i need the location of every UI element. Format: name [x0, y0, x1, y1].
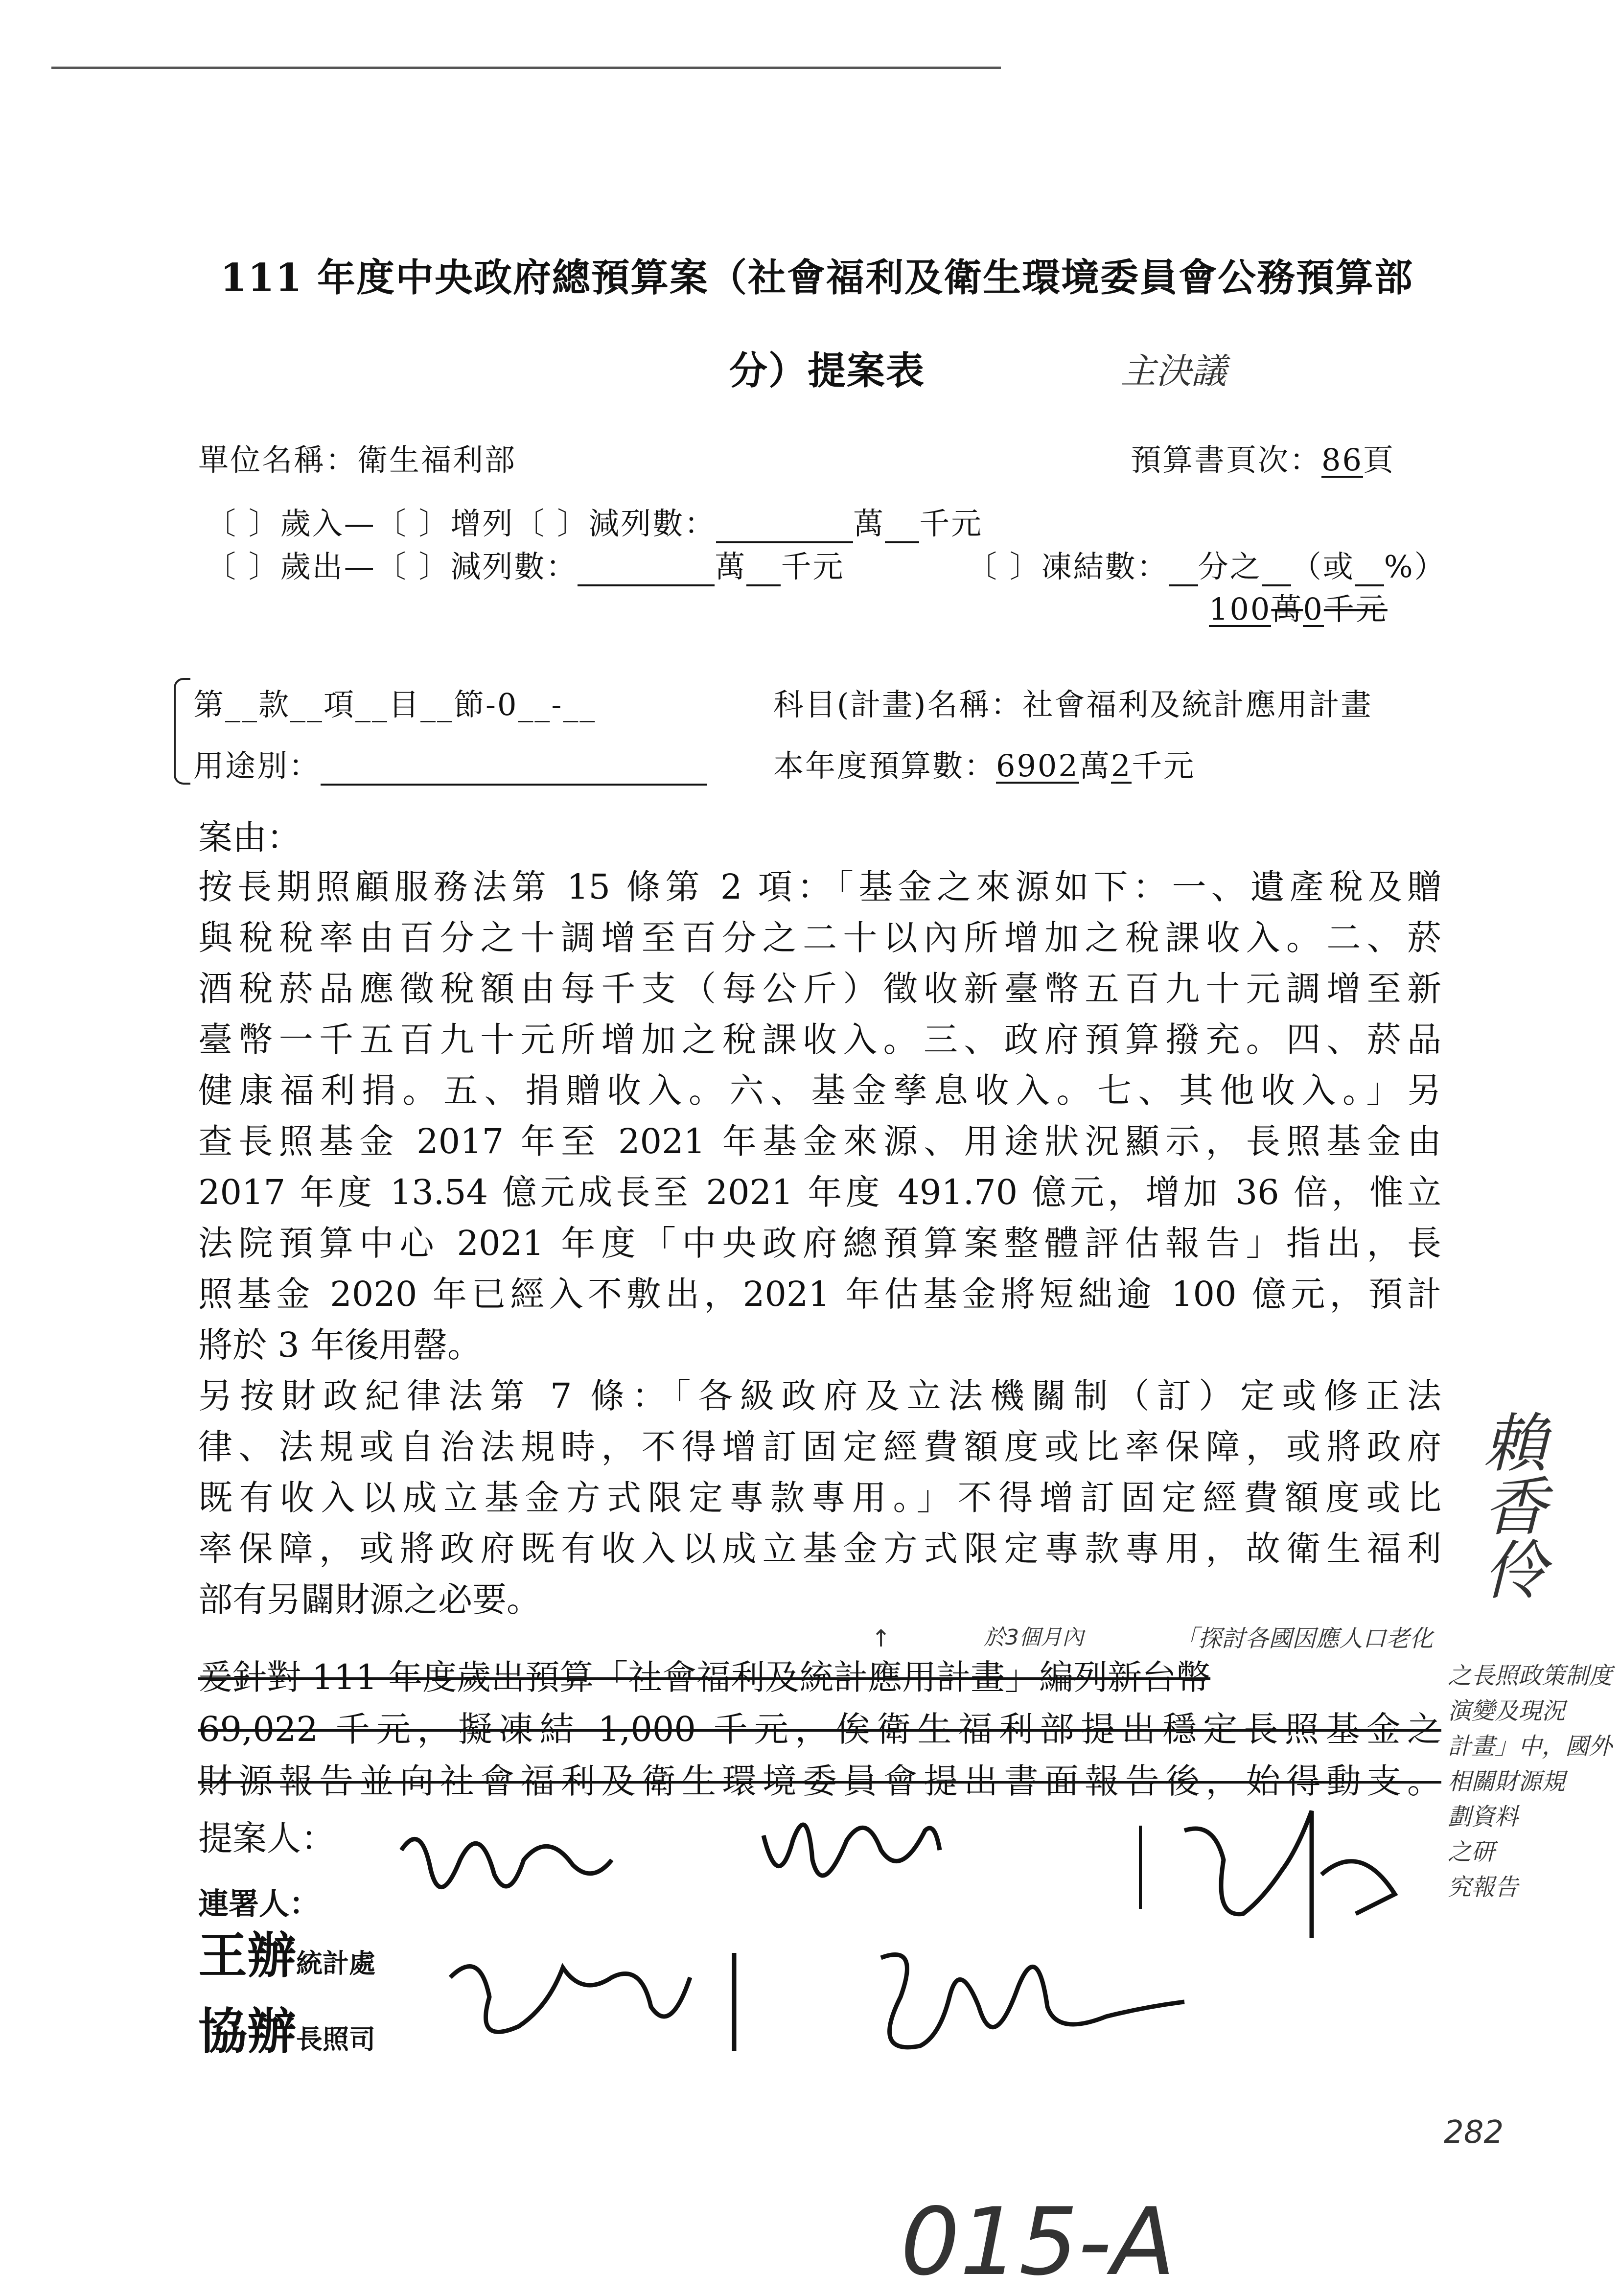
- expense-qian-blank: [746, 549, 781, 586]
- insert-report-line: 「探討各國因應人口老化: [1175, 1625, 1434, 1652]
- unit-name: 單位名稱：衛生福利部: [198, 442, 517, 478]
- reason-line: 照基金 2020 年已經入不敷出，2021 年估基金將短絀逾 100 億元，預計: [198, 1274, 1441, 1314]
- reason-line: 另按財政紀律法第 7 條：「各級政府及立法機關制（訂）定或修正法: [198, 1376, 1441, 1416]
- freeze-or-label: （或: [1291, 549, 1355, 584]
- page-label: 預算書頁次：: [1131, 442, 1322, 478]
- subject-name: 科目(計畫)名稱：社會福利及統計應用計畫: [773, 687, 1373, 722]
- revenue-wan-blank: [716, 506, 853, 543]
- handwritten-signature-1: [392, 1803, 1519, 1943]
- freeze-row: [967, 542, 1446, 586]
- budget-label: 本年度預算數：: [773, 748, 996, 784]
- handwritten-signature-2: [440, 1938, 1224, 2065]
- cosigner-signatures: [440, 1938, 1224, 2067]
- margin-signature: 賴香伶: [1473, 1410, 1547, 1600]
- annual-budget: [773, 742, 1195, 785]
- reason-line: 2017 年度 13.54 億元成長至 2021 年度 491.70 億元，增加 36 倍，惟立: [198, 1172, 1441, 1212]
- freeze-amount-qian: 0: [1303, 591, 1324, 627]
- insert-report-line: 劃資料: [1448, 1803, 1519, 1831]
- revenue-qian-blank: [885, 506, 919, 543]
- reason-line: 與稅稅率由百分之十調增至百分之二十以內所增加之稅課收入。二、菸: [198, 918, 1441, 958]
- handwritten-insert-time: 於3個月內: [984, 1625, 1084, 1650]
- reason-line: 酒稅菸品應徵稅額由每千支（每公斤）徵收新臺幣五百九十元調增至新: [198, 969, 1441, 1009]
- expense-checkboxes: 〔 〕歲出—〔 〕減列數：: [206, 549, 578, 584]
- reason-line: 既有收入以成立基金方式限定專款專用。」不得增訂固定經費額度或比: [198, 1478, 1441, 1518]
- page-suffix: 頁: [1363, 442, 1395, 478]
- freeze-label: 〔 〕凍結數：: [967, 549, 1169, 584]
- wan-label: 萬: [1079, 748, 1111, 784]
- struck-reason-line: 爰針對 111 年度歲出預算「社會福利及統計應用計畫」編列新台幣: [198, 1657, 1211, 1697]
- lead-office-label: 王辦: [198, 1926, 296, 1984]
- insert-report-line: 計畫」中，國外: [1448, 1733, 1613, 1760]
- freeze-percent-blank: [1355, 549, 1384, 586]
- insert-report-line: 之研: [1448, 1838, 1495, 1866]
- reason-line: 按長期照顧服務法第 15 條第 2 項：「基金之來源如下：一、遺產稅及贈: [198, 867, 1441, 907]
- cosigner-label: 連署人：: [198, 1886, 320, 1922]
- insert-report-line: 之長照政策制度: [1448, 1662, 1613, 1690]
- lead-office-unit: 統計處: [296, 1948, 375, 1979]
- section-classification: 第__款__項__目__節-0__-__: [193, 687, 597, 722]
- usage-row: [193, 742, 707, 786]
- freeze-fraction-label: 分之: [1198, 549, 1262, 584]
- proposer-signatures: [392, 1803, 1519, 1945]
- insert-arrow-icon: ↑: [871, 1625, 891, 1652]
- revenue-row: [206, 499, 983, 543]
- reason-line: 將於 3 年後用罄。: [198, 1325, 482, 1365]
- wan-label: 萬: [1271, 591, 1303, 627]
- budget-wan: 6902: [996, 748, 1079, 784]
- proposer-label: 提案人：: [198, 1818, 335, 1858]
- struck-reason-line: 69,022 千元，擬凍結 1,000 千元，俟衛生福利部提出穩定長照基金之: [198, 1709, 1441, 1749]
- usage-label: 用途別：: [193, 748, 321, 784]
- expense-wan-blank: [578, 549, 715, 586]
- qian-label: 千元: [1323, 591, 1388, 627]
- page-value: 86: [1321, 442, 1363, 478]
- wan-label: 萬: [715, 549, 747, 584]
- top-rule: [51, 67, 1001, 69]
- expense-row: [206, 542, 844, 586]
- reason-line: 法院預算中心 2021 年度「中央政府總預算案整體評估報告」指出，長: [198, 1223, 1441, 1263]
- handwritten-main-resolution-note: 主決議: [1121, 350, 1227, 392]
- reason-line: 部有另闢財源之必要。: [198, 1579, 541, 1620]
- page-mark: 282: [1444, 2114, 1504, 2151]
- freeze-numerator-blank: [1169, 549, 1198, 586]
- assist-office-label: 協辦: [198, 2002, 296, 2060]
- insert-report-line: 究報告: [1448, 1874, 1519, 1901]
- qian-label: 千元: [781, 549, 845, 584]
- reason-line: 查長照基金 2017 年至 2021 年基金來源、用途狀況顯示，長照基金由: [198, 1121, 1441, 1161]
- budget-book-page: [1131, 436, 1395, 479]
- budget-qian: 2: [1111, 748, 1132, 784]
- classification-bracket: [174, 678, 190, 785]
- assist-office: [198, 1992, 375, 2063]
- freeze-percent-label: %）: [1384, 549, 1446, 584]
- qian-label: 千元: [919, 506, 983, 541]
- usage-blank: [321, 748, 707, 786]
- freeze-denominator-blank: [1262, 549, 1291, 586]
- document-number: 015-A: [901, 2188, 1176, 2296]
- reason-line: 健康福利捐。五、捐贈收入。六、基金孳息收入。七、其他收入。」另: [198, 1070, 1441, 1111]
- struck-reason-line: 財源報告並向社會福利及衛生環境委員會提出書面報告後，始得動支。: [198, 1761, 1441, 1801]
- title-line-1: 111 年度中央政府總預算案（社會福利及衛生環境委員會公務預算部: [220, 255, 1413, 300]
- wan-label: 萬: [853, 506, 885, 541]
- reason-line: 律、法規或自治法規時，不得增訂固定經費額度或比率保障，或將政府: [198, 1427, 1441, 1467]
- lead-office: [198, 1916, 375, 1987]
- reason-line: 臺幣一千五百九十元所增加之稅課收入。三、政府預算撥充。四、菸品: [198, 1020, 1441, 1060]
- insert-report-line: 相關財源規: [1448, 1768, 1566, 1795]
- freeze-amount-wan: 100: [1209, 591, 1272, 627]
- assist-office-unit: 長照司: [296, 2023, 375, 2055]
- reason-heading: 案由：: [198, 817, 301, 858]
- insert-report-line: 演變及現況: [1448, 1697, 1566, 1725]
- reason-line: 率保障，或將政府既有收入以成立基金方式限定專款專用，故衛生福利: [198, 1529, 1441, 1569]
- revenue-checkboxes: 〔 〕歲入—〔 〕增列〔 〕減列數：: [206, 506, 717, 541]
- qian-label: 千元: [1132, 748, 1196, 784]
- freeze-amount-struck: [1209, 585, 1388, 628]
- title-line-2: 分）提案表: [729, 348, 926, 393]
